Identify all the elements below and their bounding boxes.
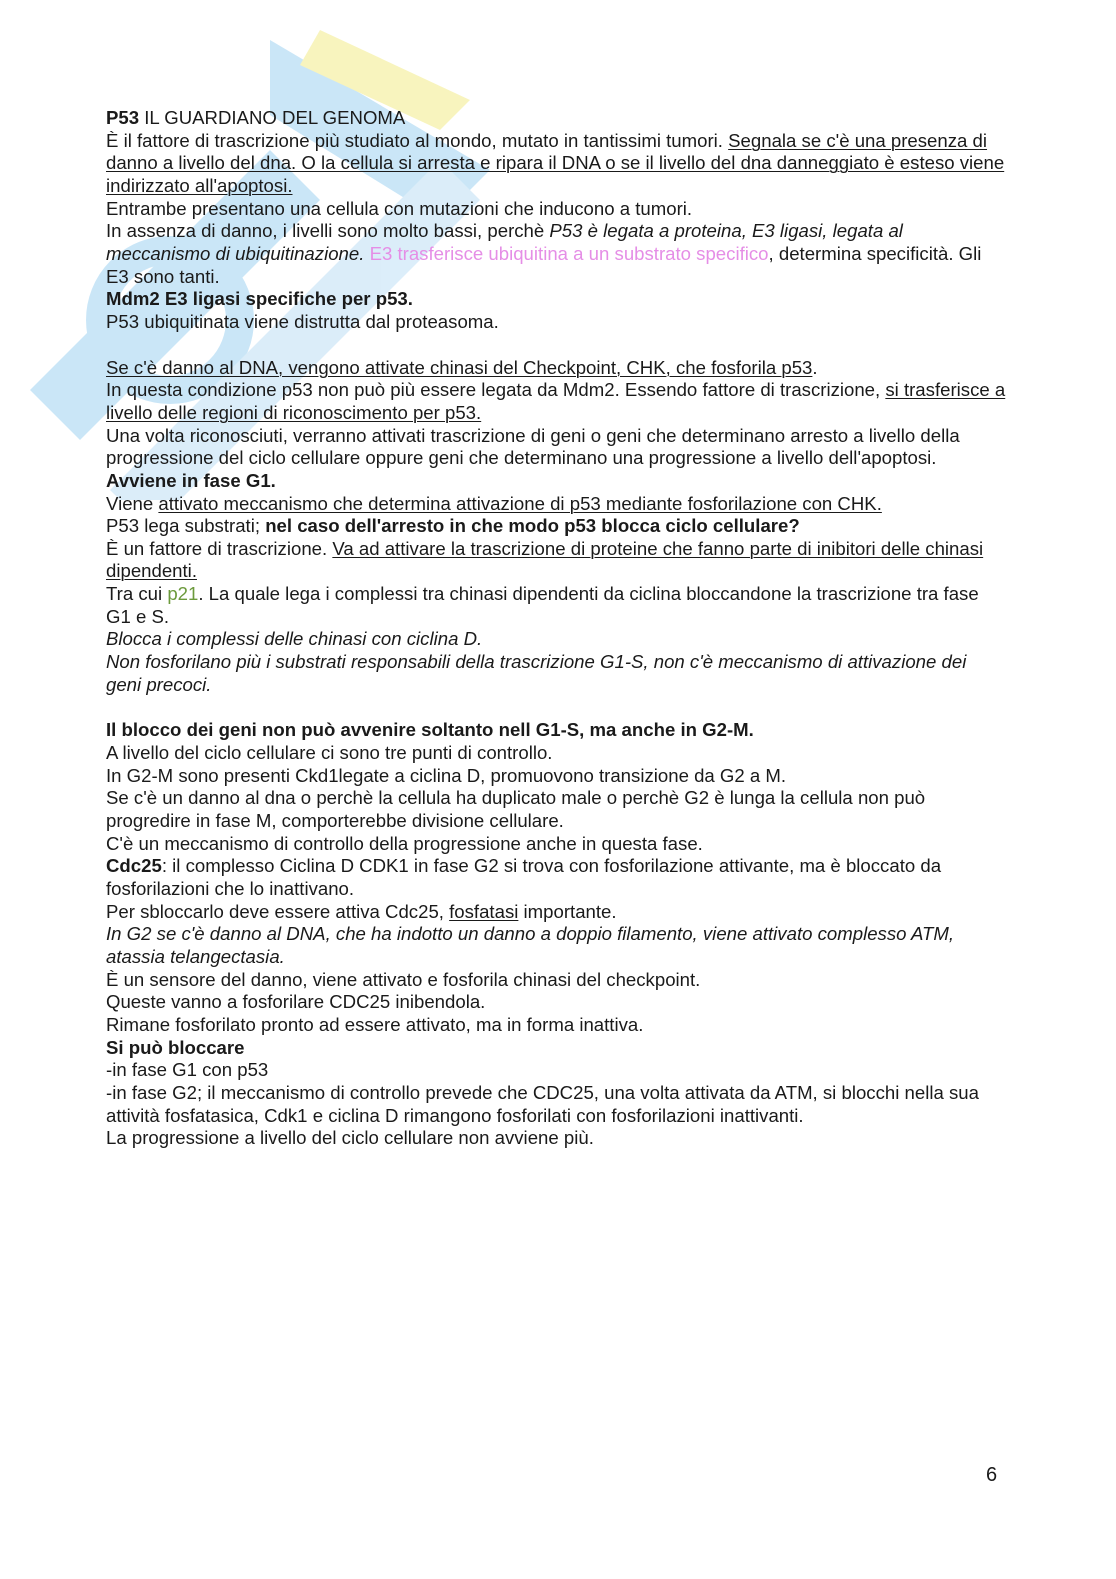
page-number: 6 [986, 1464, 998, 1486]
text-run: È il fattore di trascrizione più studiato al mondo, mutato in tantissimi tumori. [106, 129, 729, 151]
text-run: Viene [106, 492, 159, 514]
paragraph [106, 220, 1006, 288]
underlined-text: attivato meccanismo che determina attivazione di p53 mediante fosforilazione con CHK. [158, 492, 882, 514]
text-run: , determina specificità. Gli E3 sono tanti. [106, 242, 982, 287]
highlighted-pink-text: E3 trasferisce ubiquitina a un substrato specifico [369, 242, 769, 264]
heading-text: IL GUARDIANO DEL GENOMA [139, 107, 406, 128]
underlined-text: fosfatasi [449, 900, 519, 922]
spacer [106, 696, 1006, 719]
bold-heading [106, 470, 1006, 493]
paragraph [106, 1127, 1006, 1150]
text-run: Si può bloccare [106, 1036, 245, 1058]
document-body [106, 107, 1006, 1150]
bold-text: Cdc25 [106, 855, 162, 877]
text-run: . La quale lega i complessi tra chinasi dipendenti da ciclina bloccandone la trascrizione tra fase G1 e S. [106, 583, 979, 627]
text-run: importante. [518, 900, 617, 922]
text-run: Tra cui [106, 583, 168, 605]
text-run: Mdm2 E3 ligasi specifiche per p53. [106, 288, 413, 310]
text-run: È un sensore del danno, viene attivato e fosforila chinasi del checkpoint. [106, 968, 701, 990]
text-run: Non fosforilano più i substrati responsabili della trascrizione G1-S, non c'è meccanismo di attivazione dei geni precoci. [106, 651, 967, 695]
bold-heading [106, 719, 1006, 742]
paragraph [106, 357, 1006, 380]
paragraph [106, 969, 1006, 992]
underlined-text: Segnala se c'è una presenza di danno a livello del dna. O la cellula si arresta e ripara il DNA o se il livello del dna danneggiato è esteso viene indirizzato all'apoptosi. [106, 129, 1005, 196]
text-run: P53 lega substrati; [106, 515, 266, 537]
text-run: C'è un meccanismo di controllo della progressione anche in questa fase. [106, 832, 703, 854]
paragraph [106, 855, 1006, 900]
text-run: È un fattore di trascrizione. [106, 537, 333, 559]
text-run: : il complesso Ciclina D CDK1 in fase G2 si trova con fosforilazione attivante, ma è bloccato da fosforilazioni che lo inattivano. [106, 855, 942, 899]
text-run: Rimane fosforilato pronto ad essere attivato, ma in forma inattiva. [106, 1013, 644, 1035]
text-run: Il blocco dei geni non può avvenire soltanto nell G1-S, ma anche in G2-M. [106, 719, 754, 741]
paragraph [106, 901, 1006, 924]
paragraph [106, 765, 1006, 788]
italic-paragraph [106, 923, 1006, 968]
text-run: Entrambe presentano una cellula con mutazioni che inducono a tumori. [106, 197, 693, 219]
paragraph [106, 379, 1006, 424]
underlined-text: Va ad attivare la trascrizione di proteine che fanno parte di inibitori delle chinasi dipendenti. [106, 537, 984, 582]
paragraph [106, 130, 1006, 198]
text-run: -in fase G2; il meccanismo di controllo prevede che CDC25, una volta attivata da ATM, si blocchi nella sua attività fosfatasica, Cdk1 e ciclina D rimangono fosforilati con fosforilazioni inattivanti. [106, 1081, 979, 1126]
highlighted-green-text: p21 [167, 583, 199, 605]
text-run: In assenza di danno, i livelli sono molto bassi, perchè [106, 220, 550, 242]
text-run: In questa condizione p53 non può più essere legata da Mdm2. Essendo fattore di trascrizione, [106, 379, 886, 401]
paragraph [106, 833, 1006, 856]
text-run: In G2-M sono presenti Ckd1legate a ciclina D, promuovono transizione da G2 a M. [106, 764, 787, 786]
paragraph [106, 515, 1006, 538]
paragraph [106, 425, 1006, 470]
paragraph [106, 583, 1006, 628]
text-run: P53 ubiquitinata viene distrutta dal proteasoma. [106, 310, 499, 332]
paragraph [106, 198, 1006, 221]
heading-p53 [106, 107, 1006, 130]
text-run: Per sbloccarlo deve essere attiva Cdc25, [106, 900, 450, 922]
text-run: Se c'è un danno al dna o perchè la cellula ha duplicato male o perchè G2 è lunga la cellula non può progredire in fase M, comporterebbe divisione cellulare. [106, 787, 926, 832]
paragraph [106, 538, 1006, 583]
list-item [106, 1059, 1006, 1082]
list-item [106, 1082, 1006, 1127]
bold-heading [106, 288, 1006, 311]
text-run: In G2 se c'è danno al DNA, che ha indotto un danno a doppio filamento, viene attivato complesso ATM, atassia telangectasia. [106, 923, 955, 967]
paragraph [106, 1014, 1006, 1037]
underlined-text: Se c'è danno al DNA, vengono attivate chinasi del Checkpoint, CHK, che fosforila p53 [106, 356, 813, 378]
text-run: Avviene in fase G1. [106, 469, 276, 491]
text-run: Una volta riconosciuti, verranno attivati trascrizione di geni o geni che determinano arresto a livello della progressione del ciclo cellulare oppure geni che determinano una progressione a livello dell'apoptosi. [106, 424, 960, 469]
heading-bold: P53 [106, 107, 140, 128]
text-run: Queste vanno a fosforilare CDC25 inibendola. [106, 991, 486, 1013]
italic-paragraph [106, 628, 1006, 651]
text-run: A livello del ciclo cellulare ci sono tre punti di controllo. [106, 742, 553, 764]
spacer [106, 334, 1006, 357]
text-run: -in fase G1 con p53 [106, 1059, 269, 1081]
bold-text: nel caso dell'arresto in che modo p53 blocca ciclo cellulare? [265, 515, 800, 537]
paragraph [106, 311, 1006, 334]
italic-text: P53 è legata a proteina, E3 ligasi, legata al meccanismo di ubiquitinazione. [106, 220, 903, 264]
paragraph [106, 742, 1006, 765]
underlined-text: si trasferisce a livello delle regioni di riconoscimento per p53. [106, 379, 1006, 423]
text-run: Blocca i complessi delle chinasi con ciclina D. [106, 628, 483, 650]
text-run: . [812, 356, 818, 378]
bold-heading [106, 1037, 1006, 1060]
text-run: La progressione a livello del ciclo cellulare non avviene più. [106, 1127, 594, 1149]
paragraph [106, 787, 1006, 832]
paragraph [106, 991, 1006, 1014]
italic-paragraph [106, 651, 1006, 696]
paragraph [106, 493, 1006, 516]
